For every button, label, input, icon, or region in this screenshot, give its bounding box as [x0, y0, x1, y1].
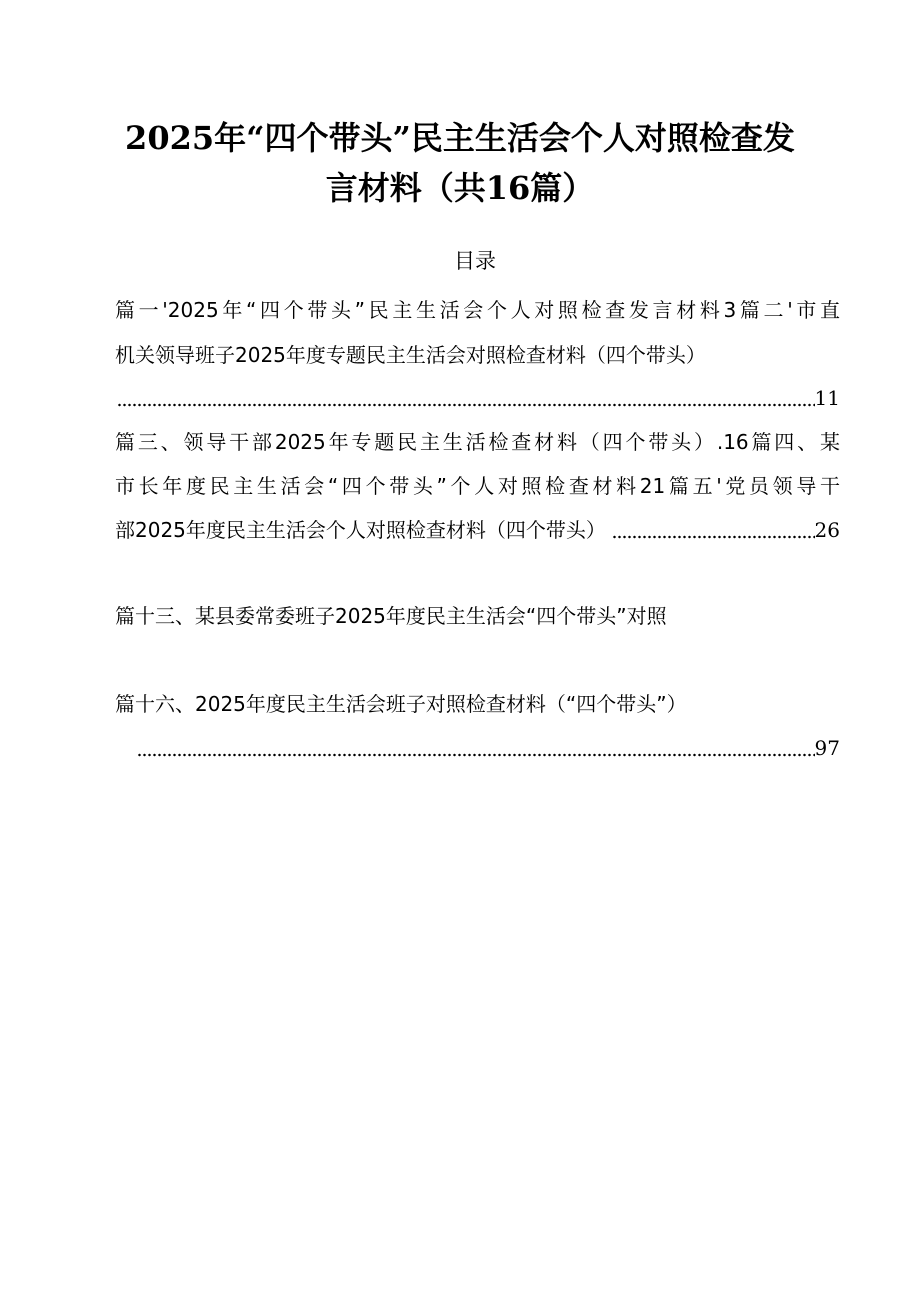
dot-leader: [612, 519, 815, 539]
toc-line-2[interactable]: 机关领导班子2025年度专题民主生活会对照检查材料（四个带头）: [115, 343, 706, 367]
toc-page-number: 11: [814, 386, 840, 410]
toc-page-number: 26: [814, 518, 840, 542]
document-title-line-1: 2025年“四个带头”民主生活会个人对照检查发: [125, 119, 795, 157]
toc-leader-line-16[interactable]: [137, 733, 840, 763]
dot-leader: [137, 737, 815, 757]
toc-line-1[interactable]: 篇一'2025年“四个带头”民主生活会个人对照检查发言材料3篇二'市直: [115, 298, 840, 322]
toc-line-13[interactable]: 篇十三、某县委常委班子2025年度民主生活会“四个带头”对照: [115, 604, 667, 628]
toc-line-5[interactable]: [115, 515, 840, 545]
toc-line-5-text: 部2025年度民主生活会个人对照检查材料（四个带头）: [115, 518, 606, 542]
toc-leader-line-2[interactable]: [117, 383, 840, 413]
toc-line-16[interactable]: 篇十六、2025年度民主生活会班子对照检查材料（“四个带头”）: [115, 692, 687, 716]
toc-line-3[interactable]: 篇三、领导干部2025年专题民主生活检查材料（四个带头）.16篇四、某: [115, 430, 840, 454]
dot-leader: [117, 387, 815, 407]
toc-line-4[interactable]: 市长年度民主生活会“四个带头”个人对照检查材料21篇五'党员领导干: [115, 474, 840, 498]
document-title-line-2: 言材料（共16篇）: [325, 169, 595, 207]
toc-page-number: 97: [814, 736, 840, 760]
toc-heading: 目录: [454, 249, 496, 273]
